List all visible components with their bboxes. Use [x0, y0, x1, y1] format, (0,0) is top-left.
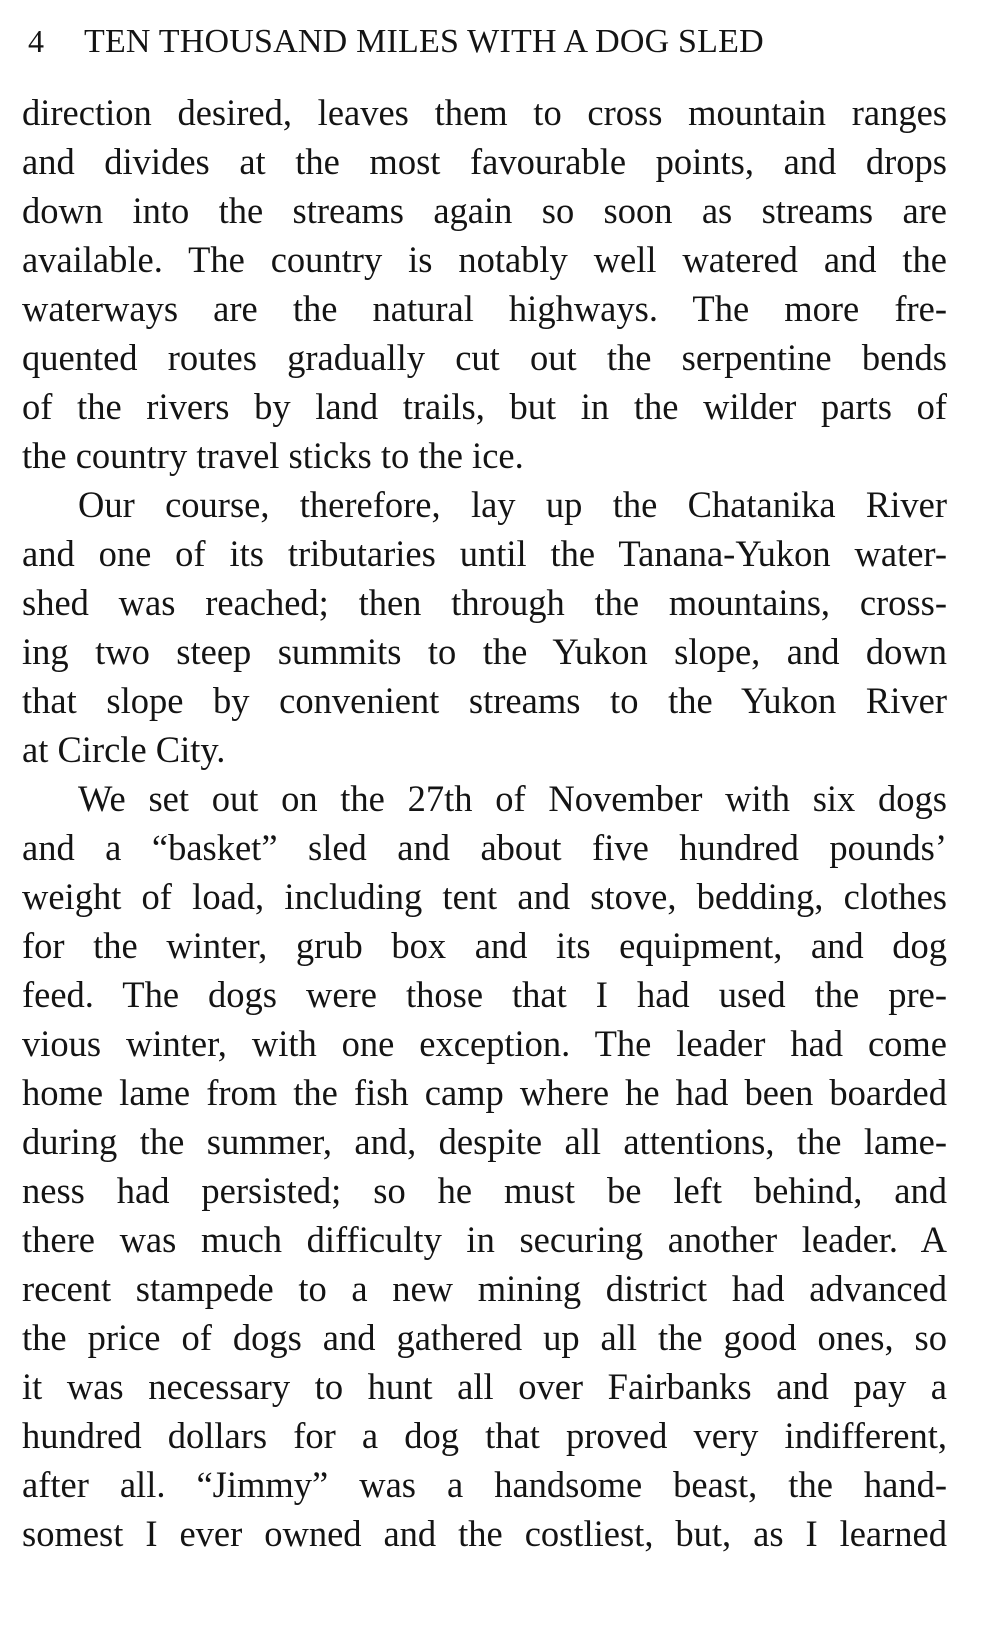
text-line: after all. “Jimmy” was a handsome beast, the hand- — [22, 1464, 947, 1505]
text-line: that slope by convenient streams to the Yukon River — [22, 680, 947, 721]
text-line: vious winter, with one exception. The leader had come — [22, 1023, 947, 1064]
text-line: home lame from the fish camp where he had been boarded — [22, 1072, 947, 1113]
text-line: and a “basket” sled and about five hundred pounds’ — [22, 827, 947, 868]
text-line: available. The country is notably well watered and the — [22, 239, 947, 280]
text-line: recent stampede to a new mining district had advanced — [22, 1268, 947, 1309]
text-line: it was necessary to hunt all over Fairbanks and pay a — [22, 1366, 947, 1407]
text-line: shed was reached; then through the mountains, cross- — [22, 582, 947, 623]
text-line: at Circle City. — [22, 729, 226, 770]
text-line: quented routes gradually cut out the serpentine bends — [22, 337, 947, 378]
text-line: down into the streams again so soon as streams are — [22, 190, 947, 231]
text-line: of the rivers by land trails, but in the wilder parts of — [22, 386, 947, 427]
body-text — [22, 88, 947, 1558]
text-line: direction desired, leaves them to cross mountain ranges — [22, 92, 947, 133]
page-number: 4 — [28, 23, 45, 59]
text-line: and divides at the most favourable points, and drops — [22, 141, 947, 182]
text-line: feed. The dogs were those that I had used the pre- — [22, 974, 947, 1015]
text-line: the country travel sticks to the ice. — [22, 435, 524, 476]
paragraph — [22, 88, 947, 480]
text-line: during the summer, and, despite all attentions, the lame- — [22, 1121, 947, 1162]
paragraph — [22, 774, 947, 1558]
text-line: ness had persisted; so he must be left behind, and — [22, 1170, 947, 1211]
text-line: and one of its tributaries until the Tanana-Yukon water- — [22, 533, 947, 574]
running-head — [28, 16, 948, 66]
text-line: somest I ever owned and the costliest, but, as I learned — [22, 1513, 947, 1554]
text-line: ing two steep summits to the Yukon slope, and down — [22, 631, 947, 672]
text-line: for the winter, grub box and its equipment, and dog — [22, 925, 947, 966]
running-title: TEN THOUSAND MILES WITH A DOG SLED — [84, 23, 764, 60]
paragraph — [22, 480, 947, 774]
text-line: there was much difficulty in securing another leader. A — [22, 1219, 947, 1260]
text-line: We set out on the 27th of November with six dogs — [78, 778, 947, 819]
text-line: weight of load, including tent and stove, bedding, clothes — [22, 876, 947, 917]
text-line: hundred dollars for a dog that proved very indifferent, — [22, 1415, 947, 1456]
text-line: the price of dogs and gathered up all the good ones, so — [22, 1317, 947, 1358]
text-line: waterways are the natural highways. The more fre- — [22, 288, 947, 329]
text-line: Our course, therefore, lay up the Chatanika River — [78, 484, 947, 525]
